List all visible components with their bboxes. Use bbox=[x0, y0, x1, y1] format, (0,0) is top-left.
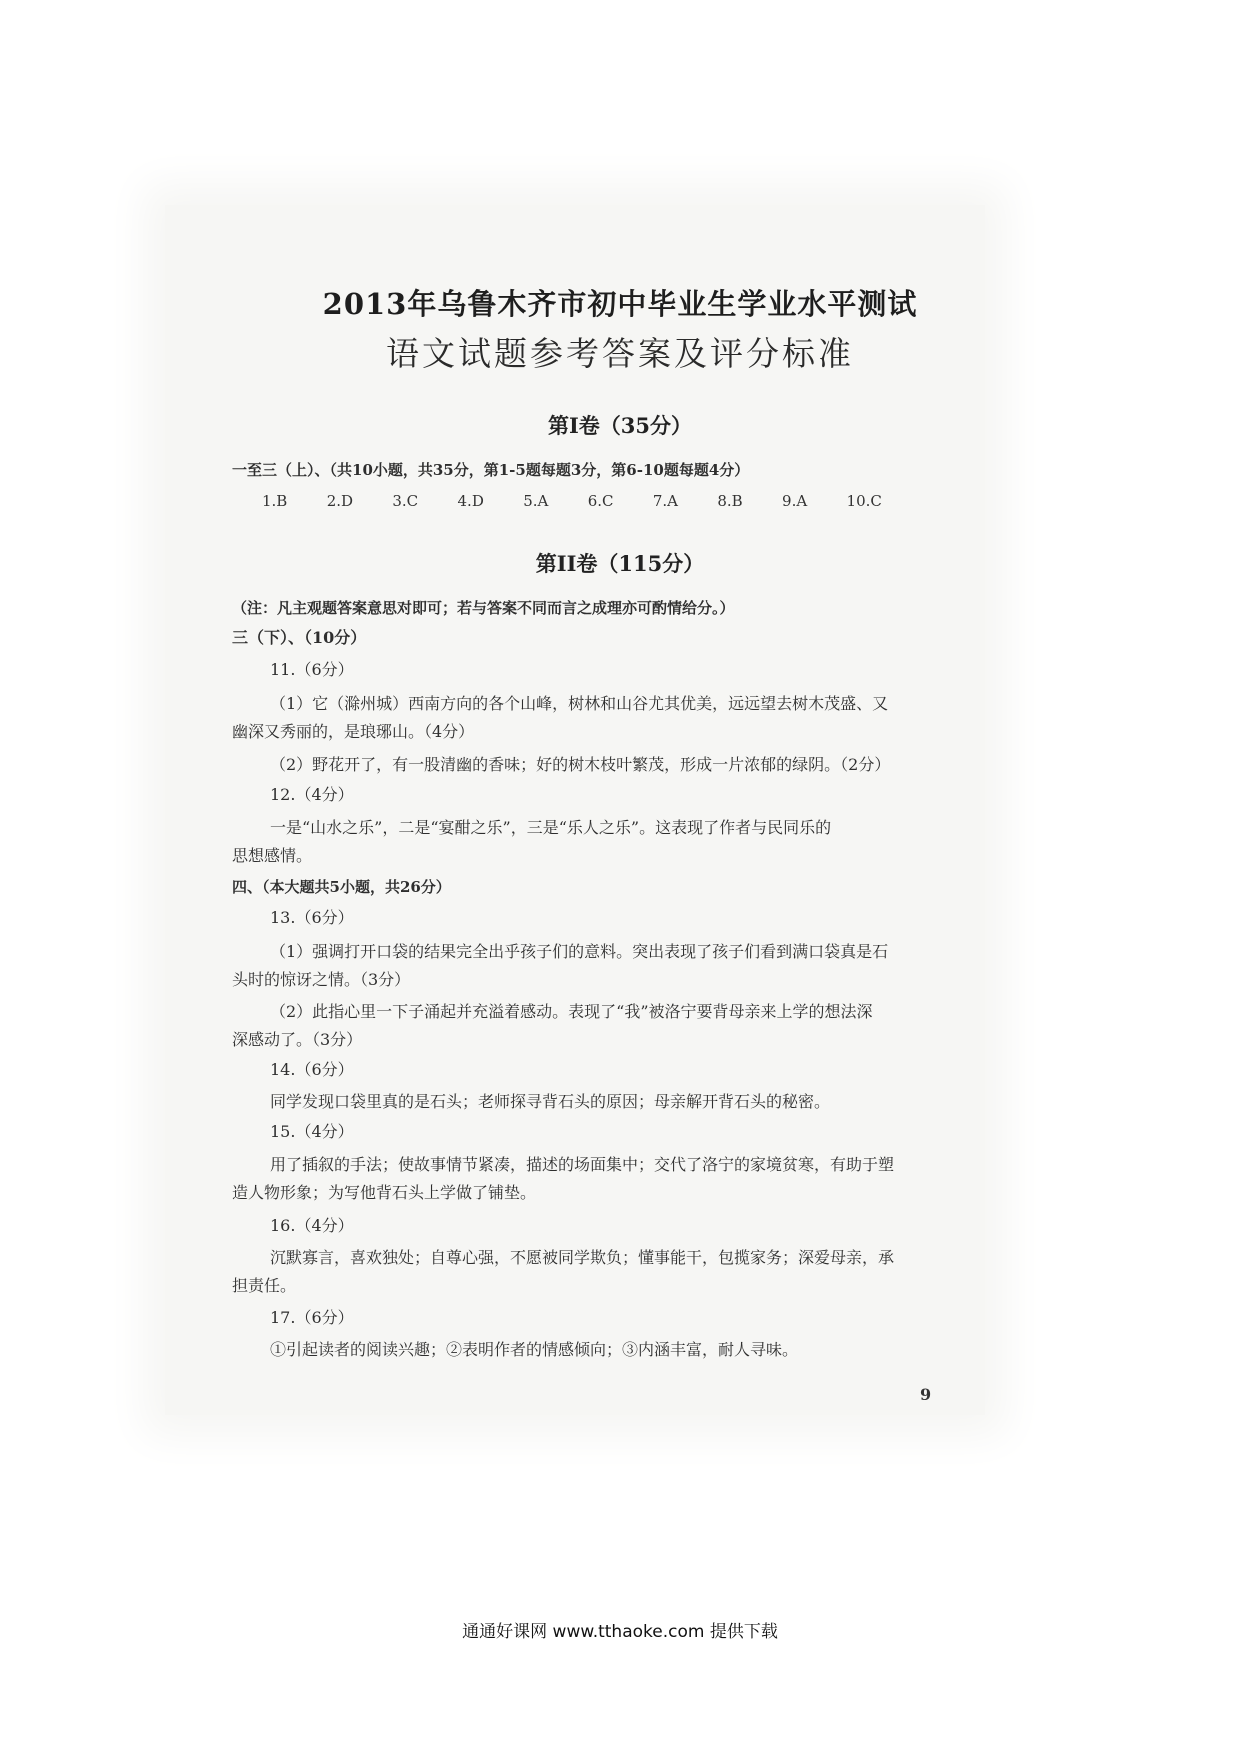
page-number: 9 bbox=[920, 1385, 932, 1404]
mc-answer: 10.C bbox=[846, 492, 882, 510]
question-11-answer-2: （2）野花开了，有一股清幽的香味；好的树木枝叶繁茂，形成一片浓郁的绿阴。（2分） bbox=[270, 755, 891, 774]
question-13-answer-1b: 头时的惊讶之情。（3分） bbox=[232, 970, 411, 989]
mc-answer: 6.C bbox=[587, 492, 614, 510]
question-15-answer-b: 造人物形象；为写他背石头上学做了铺垫。 bbox=[232, 1183, 537, 1202]
volume2-heading: 第II卷（115分） bbox=[535, 551, 705, 576]
mc-answer: 7.A bbox=[652, 492, 678, 510]
question-11-answer-1a: （1）它（滁州城）西南方向的各个山峰，树林和山谷尤其优美，远远望去树木茂盛、又 bbox=[270, 694, 889, 713]
volume1-scoring-rule: 一至三（上）、（共10小题，共35分，第1-5题每题3分，第6-10题每题4分） bbox=[232, 461, 750, 479]
download-source-footer: 通通好课网 www.tthaoke.com 提供下载 bbox=[462, 1622, 778, 1642]
question-17-answer: ①引起读者的阅读兴趣；②表明作者的情感倾向；③内涵丰富，耐人寻味。 bbox=[270, 1340, 799, 1359]
mc-answer: 5.A bbox=[523, 492, 549, 510]
question-13-answer-2b: 深感动了。（3分） bbox=[232, 1030, 363, 1049]
mc-answer: 1.B bbox=[262, 492, 288, 510]
question-15-heading: 15.（4分） bbox=[270, 1122, 354, 1141]
document-subtitle: 语文试题参考答案及评分标准 bbox=[386, 334, 854, 373]
multiple-choice-answers bbox=[262, 492, 882, 510]
mc-answer: 3.C bbox=[392, 492, 419, 510]
mc-answer: 9.A bbox=[782, 492, 808, 510]
question-13-answer-1a: （1）强调打开口袋的结果完全出乎孩子们的意料。突出表现了孩子们看到满口袋真是石 bbox=[270, 942, 889, 961]
question-11-heading: 11.（6分） bbox=[270, 660, 354, 679]
document-title: 2013年乌鲁木齐市初中毕业生学业水平测试 bbox=[322, 287, 918, 321]
question-11-answer-1b: 幽深又秀丽的，是琅琊山。（4分） bbox=[232, 722, 475, 741]
part3-heading: 三（下）、（10分） bbox=[232, 628, 367, 647]
question-14-answer: 同学发现口袋里真的是石头；老师探寻背石头的原因；母亲解开背石头的秘密。 bbox=[270, 1092, 831, 1111]
mc-answer: 8.B bbox=[717, 492, 743, 510]
question-12-answer-b: 思想感情。 bbox=[232, 846, 313, 865]
volume1-heading: 第I卷（35分） bbox=[547, 413, 693, 438]
question-16-answer-a: 沉默寡言，喜欢独处；自尊心强，不愿被同学欺负；懂事能干，包揽家务；深爱母亲，承 bbox=[270, 1248, 895, 1267]
part4-heading: 四、（本大题共5小题，共26分） bbox=[232, 878, 451, 896]
question-12-heading: 12.（4分） bbox=[270, 785, 354, 804]
question-16-answer-b: 担责任。 bbox=[232, 1276, 297, 1295]
question-15-answer-a: 用了插叙的手法；使故事情节紧凑，描述的场面集中；交代了洛宁的家境贫寒，有助于塑 bbox=[270, 1155, 895, 1174]
question-13-answer-2a: （2）此指心里一下子涌起并充溢着感动。表现了“我”被洛宁要背母亲来上学的想法深 bbox=[270, 1002, 873, 1021]
grading-note: （注：凡主观题答案意思对即可；若与答案不同而言之成理亦可酌情给分。） bbox=[232, 599, 735, 617]
question-17-heading: 17.（6分） bbox=[270, 1308, 354, 1327]
question-16-heading: 16.（4分） bbox=[270, 1216, 354, 1235]
question-12-answer-a: 一是“山水之乐”，二是“宴酣之乐”，三是“乐人之乐”。这表现了作者与民同乐的 bbox=[270, 818, 832, 837]
mc-answer: 2.D bbox=[326, 492, 354, 510]
mc-answer: 4.D bbox=[457, 492, 484, 510]
question-14-heading: 14.（6分） bbox=[270, 1060, 354, 1079]
question-13-heading: 13.（6分） bbox=[270, 908, 354, 927]
